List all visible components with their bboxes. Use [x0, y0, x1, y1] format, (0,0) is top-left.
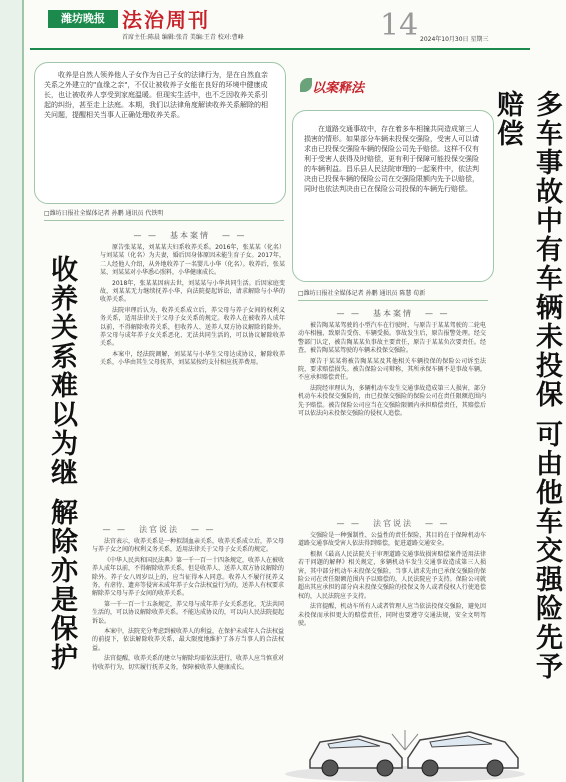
left-margin-strip [0, 0, 24, 782]
paragraph: 本案中，法院充分考虑到被收养人的利益，在保护未成年人合法权益的前提下，依法解除收养关系，最大限度地维护了各方当事人的合法权益。 [92, 628, 285, 652]
paragraph: 被告陶某某驾驶的小型汽车在行驶时，与原告于某某驾驶的二轮电动车相撞，致原告受伤、车辆受损。事故发生后，原告报警处理。经交警部门认定，被告陶某某负事故主要责任，原告于某某负次要责任。经查，被告陶某某驾驶的车辆未投保交强险。 [298, 322, 486, 355]
masthead-rule [30, 48, 530, 50]
left-divider [44, 220, 284, 221]
left-section-law-title: — — 法官说法 — — [102, 525, 216, 534]
paragraph: 法院审理后认为，收养关系成立后，养父母与养子女间的权利义务关系，适用法律关于父母子女关系的规定。收养人在被收养人成年以前，不得解除收养关系，但收养人、送养人双方协议解除的除外。养父母与成年养子女关系恶化、无法共同生活的，可以协议解除收养关系。 [100, 306, 285, 348]
left-section-case-title: — — 基本案情 — — [133, 231, 247, 240]
paragraph: 交强险是一种强制性、公益性的责任保险，其目的在于保障机动车道路交通事故受害人依法得到赔偿，促进道路交通安全。 [298, 532, 486, 548]
paragraph: 法官表示，收养关系是一种拟制血亲关系，收养关系成立后，养父母与养子女之间的权利义务关系，适用法律关于父母子女关系的规定。 [92, 538, 285, 554]
paragraph: 原告于某某将被告陶某某及其他相关车辆投保的保险公司诉至法院，要求赔偿损失。被告保险公司辩称，其所承保车辆不是事故车辆，不应承担赔偿责任。 [298, 357, 486, 382]
left-intro-text: 收养是自然人领养他人子女作为自己子女的法律行为，是在自然血亲关系之外建立的"血缘之亲"，不仅让被收养子女能在良好的环境中健康成长，也让被收养人享受到家庭温暖。但现实生活中，也不乏因收养关系引起的纠纷，甚至走上法庭。本期，我们以法律角度解读收养关系解除的相关问题，提醒相关当事人正确处理收养关系。 [44, 71, 268, 119]
paragraph: 《中华人民共和国民法典》第一千一百一十四条规定，收养人在被收养人成年以前，不得解除收养关系，但是收养人、送养人双方协议解除的除外。养子女八周岁以上的，应当征得本人同意。收养人不履行抚养义务，有虐待、遗弃等侵害未成年养子女合法权益行为的，送养人有权要求解除养父母与养子女间的收养关系。 [92, 556, 285, 598]
right-headline: 多车事故中有车辆未投保 可由他车交强险先予赔偿 [492, 90, 562, 682]
issue-date: 2024年10月30日 星期三 [420, 36, 489, 43]
right-section-case-title: — — 基本案情 — — [336, 309, 450, 318]
paragraph: 第一千一百一十五条规定，养父母与成年养子女关系恶化、无法共同生活的，可以协议解除收养关系。不能达成协议的，可以向人民法院提起诉讼。 [92, 600, 285, 625]
leaf-icon [300, 78, 312, 92]
paragraph: 根据《最高人民法院关于审理道路交通事故损害赔偿案件适用法律若干问题的解释》相关规定，多辆机动车发生交通事故造成第三人损害，其中部分机动车未投保交强险，当事人请求先由已承保交强险的保险公司在责任限额范围内予以赔偿的，人民法院应予支持。保险公司就超出其应承担的部分向未投保交强险的投保义务人或者侵权人行使追偿权的，人民法院应予支持。 [298, 550, 486, 600]
paragraph: 2018年，张某某因病去世，刘某某与小华共同生活。后因家庭变故，刘某某无力继续抚养小华，向法院提起诉讼，请求解除与小华的收养关系。 [100, 279, 285, 304]
newspaper-logo: 潍坊晚报 [48, 10, 118, 28]
left-headline: 收养关系难以为继 解除亦是保护 [46, 255, 77, 673]
car-collision-illustration [280, 700, 530, 782]
left-reporter-byline: □潍坊日报社全媒体记者 孙鹏 通讯员 代铁明 [44, 210, 164, 217]
paragraph: 法官提醒，收养关系的建立与解除均需依法进行，收养人应当慎重对待收养行为，切实履行抚养义务，保障被收养人健康成长。 [92, 655, 285, 671]
paragraph: 法院经审理认为，多辆机动车发生交通事故造成第三人损害，部分机动车未投保交强险的，由已投保交强险的保险公司在责任限额范围内先予赔偿。被告保险公司应当在交强险限额内承担赔偿责任，其赔偿后可以依法向未投保交强险的侵权人追偿。 [298, 384, 486, 418]
paragraph: 法官提醒，机动车所有人或者管理人应当依法投保交强险，避免因未投保而承担更大的赔偿责任，同时也要遵守交通法规，安全文明驾驶。 [298, 603, 486, 628]
column-badge: 以案释法 [312, 81, 365, 96]
paragraph: 原告张某某，刘某某夫妇系收养关系。2016年，张某某（化名）与刘某某（化名）为夫妻，婚后因身体原因未能生育子女。2017年，二人经他人介绍，从外地收养了一名婴儿小华（化名）。收养后，张某某、刘某某对小华悉心照料，小华健康成长。 [100, 244, 285, 277]
left-law-body [92, 538, 284, 774]
editor-credits: 首席主任:陈晨 编辑:张青 美编:王青 校对:曹峰 [122, 34, 244, 41]
right-section-law-title: — — 法官说法 — — [336, 519, 450, 528]
impact-burst-icon [392, 730, 418, 750]
right-case-body [298, 322, 486, 506]
paragraph: 本案中，经法院调解，刘某某与小华生父母达成协议，解除收养关系，小华由其生父母抚养，刘某某按约支付相应抚养费用。 [100, 350, 285, 367]
right-reporter-byline: □潍坊日报社全媒体记者 孙鹏 通讯员 陈慧 荀新 [298, 290, 426, 297]
masthead [0, 0, 530, 52]
left-case-body [100, 244, 285, 516]
page-number: 14 [380, 8, 419, 43]
section-title: 法治周刊 [122, 8, 210, 32]
right-law-body [298, 532, 486, 698]
right-divider [298, 300, 488, 301]
right-intro-text: 在道路交通事故中，存在着多车相撞共同造成第三人损害的情形。如果部分车辆未投保交强险，受害人可以请求由已投保交强险车辆的保险公司先予赔偿。这样不仅有利于受害人获得及时赔偿，更有利于保障可能投保交强险的车辆利益。昌乐县人民法院审理的一起案件中，依法判决由已投保车辆的保险公司在交强险限额内先予以赔偿，同时也依法判决由已在保险公司投保的车辆先行赔偿。 [304, 125, 479, 193]
